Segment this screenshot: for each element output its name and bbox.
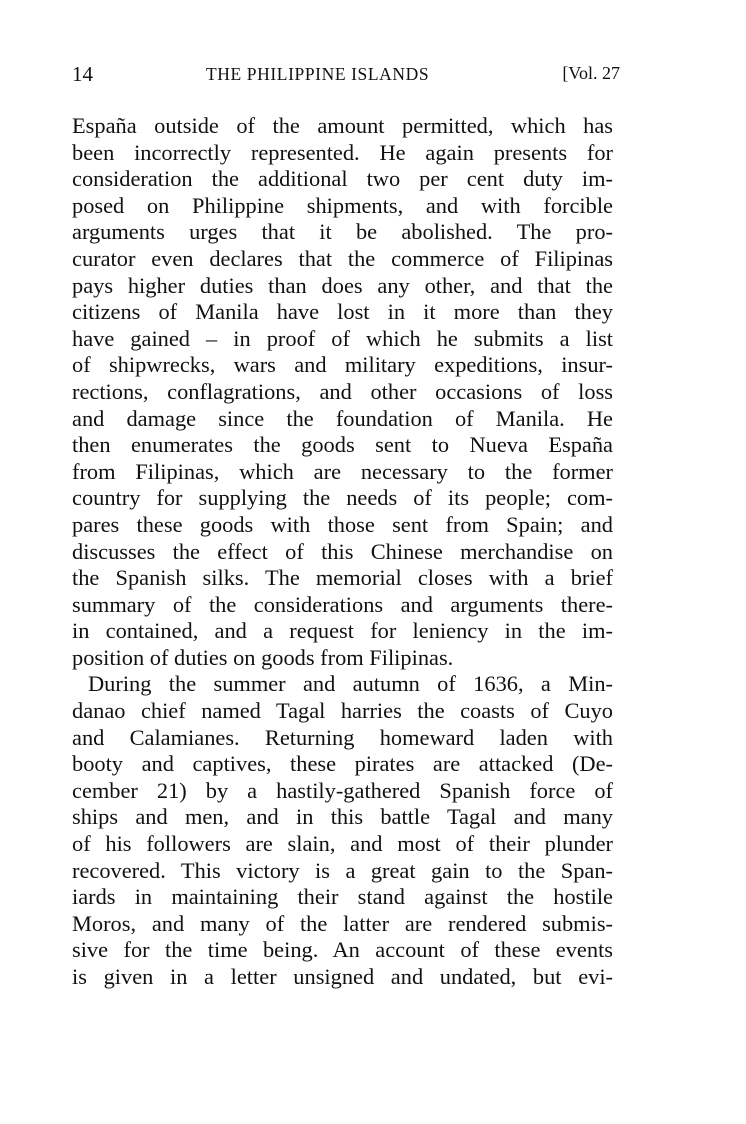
text-line: of shipwrecks, wars and military expeditions, insur- xyxy=(72,352,613,378)
text-line: is given in a letter unsigned and undated, but evi- xyxy=(72,964,613,989)
text-line: curator even declares that the commerce of Filipinas xyxy=(72,245,613,271)
text-line: from Filipinas, which are necessary to the former xyxy=(72,458,613,484)
paragraph-end-line: position of duties on goods from Filipinas. xyxy=(72,644,454,670)
body-text xyxy=(72,113,613,991)
text-line: arguments urges that it be abolished. The pro- xyxy=(72,219,613,245)
running-head xyxy=(72,62,620,92)
text-line: sive for the time being. An account of these events xyxy=(72,937,613,963)
text-line: consideration the additional two per cent duty im- xyxy=(72,166,613,192)
text-line: in contained, and a request for leniency in the im- xyxy=(72,618,613,644)
text-line: citizens of Manila have lost in it more than they xyxy=(72,299,613,325)
text-line: danao chief named Tagal harries the coasts of Cuyo xyxy=(72,698,613,724)
text-line: pays higher duties than does any other, and that the xyxy=(72,272,613,298)
text-line: iards in maintaining their stand against the hostile xyxy=(72,884,613,910)
text-line: the Spanish silks. The memorial closes with a brief xyxy=(72,565,613,591)
text-line: España outside of the amount permitted, which has xyxy=(72,113,613,138)
text-line: ships and men, and in this battle Tagal and many xyxy=(72,804,613,830)
text-line: posed on Philippine shipments, and with forcible xyxy=(72,192,613,218)
text-line: have gained – in proof of which he submits a list xyxy=(72,325,613,351)
text-line: rections, conflagrations, and other occasions of loss xyxy=(72,378,613,404)
text-line: and Calamianes. Returning homeward laden with xyxy=(72,724,613,750)
text-line: of his followers are slain, and most of their plunder xyxy=(72,831,613,857)
text-line: and damage since the foundation of Manila. He xyxy=(72,405,613,431)
text-line: summary of the considerations and arguments there- xyxy=(72,591,613,617)
text-line: cember 21) by a hastily-gathered Spanish force of xyxy=(72,777,613,803)
paragraph-start-line: During the summer and autumn of 1636, a Min- xyxy=(88,671,613,697)
text-line: Moros, and many of the latter are rendered submis- xyxy=(72,910,613,936)
text-line: been incorrectly represented. He again presents for xyxy=(72,139,613,165)
page-number: 14 xyxy=(72,62,93,86)
text-line: country for supplying the needs of its people; com- xyxy=(72,485,613,511)
volume-label: [Vol. 27 xyxy=(562,63,620,83)
text-line: recovered. This victory is a great gain to the Span- xyxy=(72,857,613,883)
text-line: booty and captives, these pirates are attacked (De- xyxy=(72,751,613,777)
text-line: discusses the effect of this Chinese merchandise on xyxy=(72,538,613,564)
text-line: pares these goods with those sent from Spain; and xyxy=(72,511,613,537)
text-line: then enumerates the goods sent to Nueva España xyxy=(72,432,613,458)
running-title: THE PHILIPPINE ISLANDS xyxy=(206,64,430,84)
